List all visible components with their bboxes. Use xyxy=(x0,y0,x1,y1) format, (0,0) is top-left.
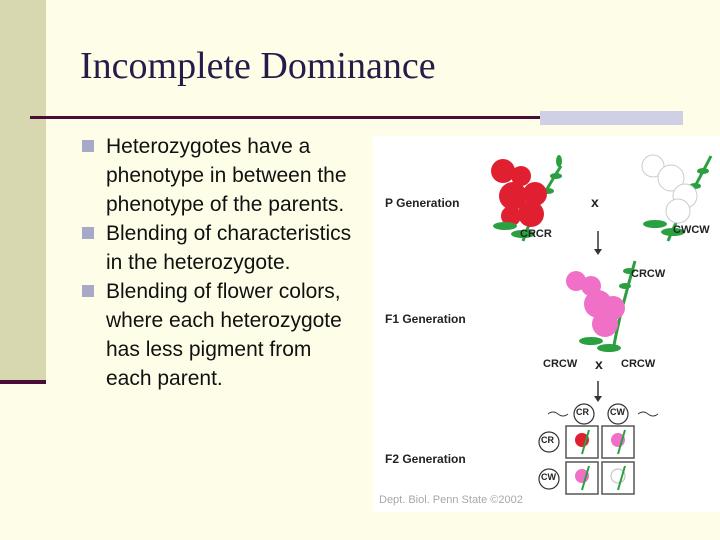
title-underline xyxy=(30,116,540,119)
square-bullet-icon xyxy=(82,140,94,152)
sidebar-end-rule xyxy=(0,380,46,384)
bullet-list xyxy=(82,132,357,393)
bullet-item xyxy=(82,219,357,277)
bullet-text: Blending of characteristics in the heterozygote. xyxy=(106,222,352,274)
white-parent-genotype: CWCW xyxy=(673,224,710,236)
f1-cross-right-genotype: CRCW xyxy=(621,358,656,370)
title-underline-accent xyxy=(540,111,683,125)
cross-diagram xyxy=(373,136,720,512)
f1-genotype: CRCW xyxy=(631,268,666,280)
punnett-square xyxy=(566,426,634,494)
f1-cross-left-genotype: CRCW xyxy=(543,358,578,370)
gamete-cw-top: CW xyxy=(610,407,625,417)
figure-credit: Dept. Biol. Penn State ©2002 xyxy=(379,494,523,506)
f1-generation-label: F1 Generation xyxy=(385,312,466,326)
gamete-cr-left: CR xyxy=(541,435,554,445)
gamete-cw-left: CW xyxy=(541,472,556,482)
bullet-item xyxy=(82,132,357,219)
gamete-cr-top: CR xyxy=(576,407,589,417)
bullet-item xyxy=(82,277,357,393)
cross-symbol: x xyxy=(591,194,599,210)
pink-flower-icon xyxy=(566,261,635,352)
p-generation-label: P Generation xyxy=(385,196,460,210)
f2-generation-label: F2 Generation xyxy=(385,452,466,466)
f1-cross-symbol: x xyxy=(595,356,603,372)
bullet-text: Blending of flower colors, where each heterozygote has less pigment from each parent. xyxy=(106,280,342,390)
slide-title: Incomplete Dominance xyxy=(80,45,436,87)
square-bullet-icon xyxy=(82,227,94,239)
bullet-text: Heterozygotes have a phenotype in between the phenotype of the parents. xyxy=(106,135,347,216)
left-sidebar-band xyxy=(0,0,46,382)
red-parent-genotype: CRCR xyxy=(520,228,552,240)
incomplete-dominance-figure xyxy=(373,136,720,512)
square-bullet-icon xyxy=(82,285,94,297)
